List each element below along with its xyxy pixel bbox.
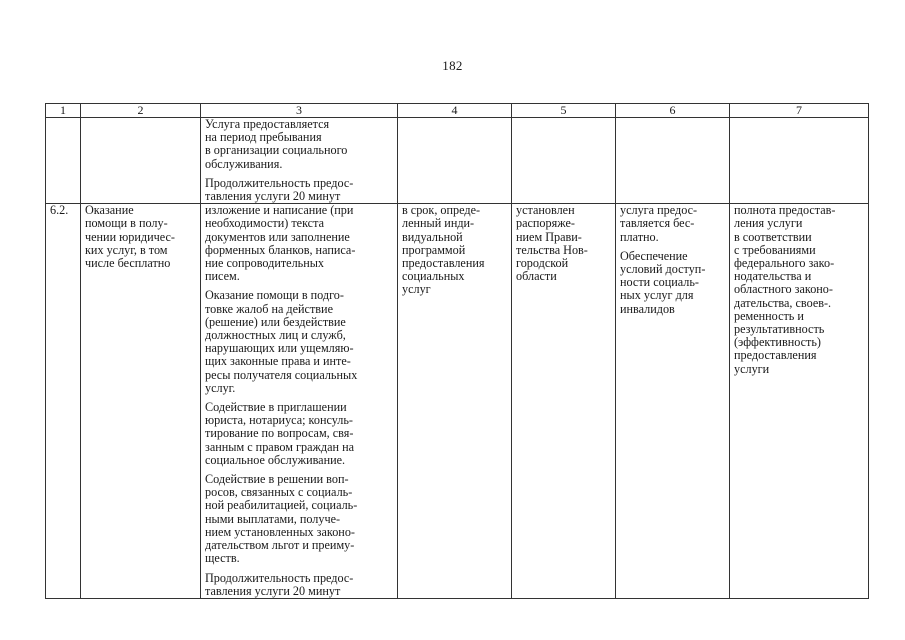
service-name-cell bbox=[81, 204, 201, 599]
row-number bbox=[46, 204, 81, 599]
continuation-row bbox=[46, 118, 869, 204]
quality-cell bbox=[730, 204, 869, 599]
table-row bbox=[46, 204, 869, 599]
price-cell bbox=[512, 204, 616, 599]
services-table bbox=[45, 103, 869, 599]
content-paragraph-4: Содействие в решении воп- росов, связанных с социаль- ной реабилитацией, социаль- ными выплатами, получе- нием установленных законо- дательством льгот и преиму- ществ. bbox=[205, 472, 358, 566]
column-number-3: 3 bbox=[201, 104, 398, 118]
page-number: 182 bbox=[442, 58, 463, 73]
content-paragraph-5: Продолжительность предос- тавления услуги 20 минут bbox=[205, 570, 354, 598]
column-number-1: 1 bbox=[46, 104, 81, 118]
continuation-cell-5 bbox=[512, 118, 616, 204]
continuation-description-cell bbox=[201, 118, 398, 204]
quality-text: полнота предостав- ления услуги в соответствии с требованиями федерального зако- нодательства и областного законо- дательства, своев-. ременность и результативность (эффективность) предоставления услуги bbox=[734, 203, 836, 376]
timing-text: в срок, опреде- ленный инди- видуальной программой предоставления социальных услуг bbox=[402, 203, 485, 297]
content-paragraph-2: Оказание помощи в подго- товке жалоб на действие (решение) или бездействие должностных лиц и служб, нарушающих или ущемляю- щих законные права и инте- ресы получателя социальных услуг. bbox=[205, 288, 358, 395]
conditions-paragraph-2: Обеспечение условий доступ- ности социаль- ных услуг для инвалидов bbox=[620, 248, 706, 316]
price-text: установлен распоряже- нием Прави- тельства Нов- городской области bbox=[516, 203, 588, 284]
continuation-cell-4 bbox=[398, 118, 512, 204]
conditions-paragraph-1: услуга предос- тавляется бес- платно. bbox=[620, 203, 698, 244]
continuation-cell-2 bbox=[81, 118, 201, 204]
service-name-text: Оказание помощи в полу- чении юридичес- ких услуг, в том числе бесплатно bbox=[85, 203, 175, 271]
column-number-6: 6 bbox=[616, 104, 730, 118]
service-content-cell bbox=[201, 204, 398, 599]
continuation-paragraph: Услуга предоставляется на период пребывания в организации социального обслуживания. bbox=[205, 117, 348, 171]
continuation-cell-6 bbox=[616, 118, 730, 204]
column-number-2: 2 bbox=[81, 104, 201, 118]
continuation-cell-1 bbox=[46, 118, 81, 204]
continuation-cell-7 bbox=[730, 118, 869, 204]
column-number-4: 4 bbox=[398, 104, 512, 118]
content-paragraph-1: изложение и написание (при необходимости) текста документов или заполнение форменных бланков, написа- ние сопроводительных писем. bbox=[205, 203, 356, 284]
column-number-5: 5 bbox=[512, 104, 616, 118]
row-number-text: 6.2. bbox=[50, 203, 69, 218]
conditions-cell bbox=[616, 204, 730, 599]
continuation-duration: Продолжительность предос- тавления услуги 20 минут bbox=[205, 175, 354, 204]
column-number-7: 7 bbox=[730, 104, 869, 118]
column-number-row bbox=[46, 104, 869, 118]
content-paragraph-3: Содействие в приглашении юриста, нотариуса; консуль- тирование по вопросам, свя- занным с правом граждан на социальное обслуживание. bbox=[205, 400, 355, 467]
timing-cell bbox=[398, 204, 512, 599]
